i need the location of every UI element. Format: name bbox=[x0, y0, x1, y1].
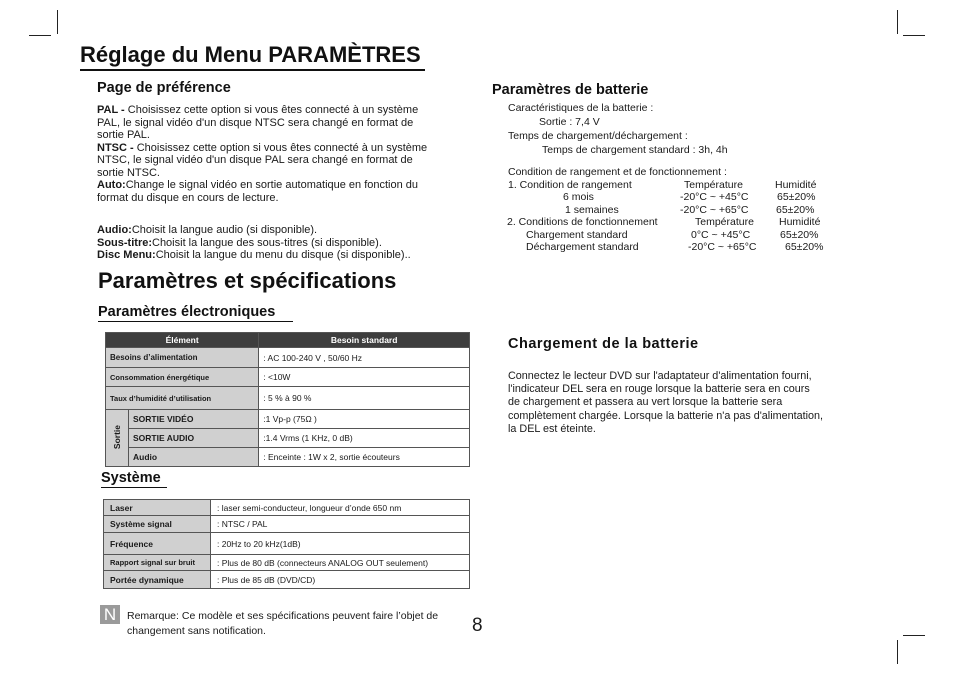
preference-heading: Page de préférence bbox=[97, 80, 231, 96]
auto-label: Auto: bbox=[97, 179, 126, 191]
operation-humidity-header: Humidité bbox=[779, 216, 821, 228]
system-row-value: : NTSC / PAL bbox=[211, 516, 470, 533]
system-row-value: : laser semi-conducteur, longueur d’onde 650 nm bbox=[211, 500, 470, 516]
operation-humidity: 65±20% bbox=[780, 229, 819, 241]
storage-period: 1 semaines bbox=[565, 204, 619, 216]
battery-charge-time: Temps de chargement/déchargement : bbox=[508, 130, 688, 142]
row-label: Besoins d’alimentation bbox=[106, 348, 259, 368]
charging-line: Connectez le lecteur DVD sur l'adaptateur d'alimentation fourni, bbox=[508, 370, 812, 382]
sortie-row-value: :1.4 Vrms (1 KHz, 0 dB) bbox=[259, 429, 470, 448]
note-icon: N bbox=[100, 605, 120, 624]
col-requirement: Besoin standard bbox=[259, 333, 470, 348]
audio-line: Audio:Choisit la langue audio (si disponible). bbox=[97, 224, 318, 236]
sortie-row-label: SORTIE AUDIO bbox=[129, 429, 259, 448]
system-row-label: Rapport signal sur bruit bbox=[104, 555, 211, 571]
operation-humidity: 65±20% bbox=[785, 241, 824, 253]
storage-humidity: 65±20% bbox=[776, 204, 815, 216]
storage-temp: -20°C ~ +45°C bbox=[680, 191, 749, 203]
page-number: 8 bbox=[472, 615, 483, 636]
storage-temp: -20°C ~ +65°C bbox=[680, 204, 749, 216]
specs-title: Paramètres et spécifications bbox=[98, 268, 397, 293]
system-heading: Système bbox=[101, 470, 161, 486]
charging-line: de chargement et passera au vert lorsque la batterie sera bbox=[508, 396, 783, 409]
sortie-row-value: : Enceinte : 1W x 2, sortie écouteurs bbox=[259, 448, 470, 467]
system-row-label: Laser bbox=[104, 500, 211, 516]
electronic-heading: Paramètres électroniques bbox=[98, 304, 276, 320]
auto-line-2: format du disque en cours de lecture. bbox=[97, 191, 279, 204]
col-element: Élément bbox=[106, 333, 259, 348]
system-row-value: : 20Hz to 20 kHz(1dB) bbox=[211, 533, 470, 555]
system-row-value: : Plus de 80 dB (connecteurs ANALOG OUT seulement) bbox=[211, 555, 470, 571]
operation-temp: 0°C ~ +45°C bbox=[691, 229, 751, 241]
storage-humidity: 65±20% bbox=[777, 191, 816, 203]
row-label: Taux d’humidité d’utilisation bbox=[106, 387, 259, 410]
operation-period: Chargement standard bbox=[526, 229, 628, 241]
system-row-label: Fréquence bbox=[104, 533, 211, 555]
subtitle-line: Sous-titre:Choisit la langue des sous-titres (si disponible). bbox=[97, 236, 382, 249]
storage-humidity-header: Humidité bbox=[775, 179, 817, 191]
system-row-label: Portée dynamique bbox=[104, 571, 211, 589]
charging-line: la DEL est éteinte. bbox=[508, 422, 596, 435]
sortie-row-label: Audio bbox=[129, 448, 259, 467]
auto-line-1: Auto:Change le signal vidéo en sortie automatique en fonction du bbox=[97, 179, 419, 191]
note-line-2: changement sans notification. bbox=[127, 625, 266, 637]
subtitle-label: Sous-titre: bbox=[97, 236, 152, 249]
battery-characteristics: Caractéristiques de la batterie : bbox=[508, 102, 654, 114]
system-row-label: Système signal bbox=[104, 516, 211, 533]
pal-line-1: PAL - Choisissez cette option si vous êtes connecté à un système bbox=[97, 104, 419, 116]
ntsc-line-3: sortie NTSC. bbox=[97, 166, 160, 179]
ntsc-label: NTSC - bbox=[97, 141, 134, 154]
audio-label: Audio: bbox=[97, 224, 132, 236]
discmenu-label: Disc Menu: bbox=[97, 249, 156, 261]
battery-params-heading: Paramètres de batterie bbox=[492, 82, 649, 98]
conditions-heading: Condition de rangement et de fonctionnement : bbox=[508, 166, 727, 178]
row-value: : <10W bbox=[259, 368, 470, 387]
charging-line: complètement chargée. Lorsque la batterie n'a pas d'alimentation, bbox=[508, 409, 824, 422]
ntsc-line-2: NTSC, le signal vidéo d'un disque PAL sera changé en format de bbox=[97, 154, 413, 166]
pal-line-2: PAL, le signal vidéo d'un disque NTSC sera changé en format de bbox=[97, 116, 414, 129]
operation-temp-header: Température bbox=[695, 216, 754, 228]
row-label: Consommation énergétique bbox=[106, 368, 259, 387]
discmenu-line: Disc Menu:Choisit la langue du menu du disque (si disponible).. bbox=[97, 249, 411, 261]
ntsc-line-1: NTSC - Choisissez cette option si vous êtes connecté à un système bbox=[97, 141, 428, 154]
sortie-row-label: SORTIE VIDÉO bbox=[129, 410, 259, 429]
pal-line-3: sortie PAL. bbox=[97, 129, 150, 141]
note-line-1: Remarque: Ce modèle et ses spécifications peuvent faire l’objet de bbox=[127, 610, 439, 622]
sortie-label: Sortie bbox=[112, 424, 122, 450]
operation-period: Déchargement standard bbox=[526, 241, 639, 253]
sortie-row-value: :1 Vp-p (75Ω ) bbox=[259, 410, 470, 429]
battery-standard-time: Temps de chargement standard : 3h, 4h bbox=[542, 144, 728, 156]
charging-text bbox=[508, 370, 823, 436]
operation-temp: -20°C ~ +65°C bbox=[688, 241, 757, 253]
row-value: : 5 % à 90 % bbox=[259, 387, 470, 410]
operation-label: 2. Conditions de fonctionnement bbox=[507, 216, 658, 228]
charging-line: l'indicateur DEL sera en rouge lorsque la batterie sera en cours bbox=[508, 383, 810, 396]
system-row-value: : Plus de 85 dB (DVD/CD) bbox=[211, 571, 470, 589]
charging-heading: Chargement de la batterie bbox=[508, 336, 699, 352]
row-value: : AC 100-240 V , 50/60 Hz bbox=[259, 348, 470, 368]
pal-label: PAL - bbox=[97, 104, 125, 116]
page-title: Réglage du Menu PARAMÈTRES bbox=[80, 42, 421, 67]
storage-period: 6 mois bbox=[563, 191, 594, 203]
storage-temp-header: Température bbox=[684, 179, 743, 191]
battery-output: Sortie : 7,4 V bbox=[539, 116, 600, 128]
storage-label: 1. Condition de rangement bbox=[508, 179, 632, 191]
